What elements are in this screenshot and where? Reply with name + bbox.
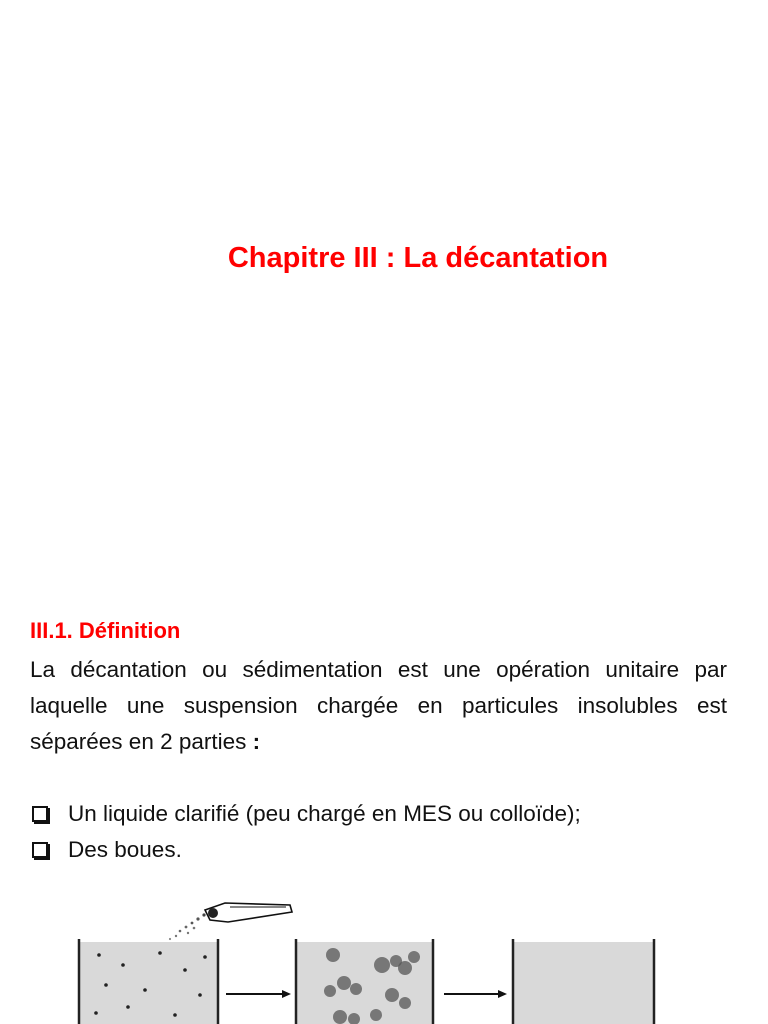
chapter-title: Chapitre III : La décantation (227, 242, 609, 274)
checkbox-bullet-icon (32, 806, 48, 822)
arrow-right-icon (226, 990, 291, 998)
list-item (30, 796, 581, 832)
checkbox-bullet-icon (32, 842, 48, 858)
sedimentation-figure (0, 895, 768, 1024)
bullet-list (30, 796, 581, 868)
arrow-right-icon (444, 990, 507, 998)
beaker-flocculation (296, 939, 433, 1024)
definition-colon: : (252, 729, 261, 754)
list-item-label: Des boues. (68, 837, 182, 862)
definition-text: La décantation ou sédimentation est une opération unitaire par laquelle une suspension chargée en particules insolubles est séparées en 2 parties (30, 657, 727, 754)
pouring-scoop-icon (169, 903, 292, 940)
list-item (30, 832, 581, 868)
definition-paragraph (30, 652, 727, 760)
beaker-clarified (513, 939, 654, 1024)
beaker-suspension (79, 939, 218, 1024)
section-title: III.1. Définition (30, 618, 181, 643)
list-item-label: Un liquide clarifié (peu chargé en MES ou colloïde); (68, 801, 581, 826)
